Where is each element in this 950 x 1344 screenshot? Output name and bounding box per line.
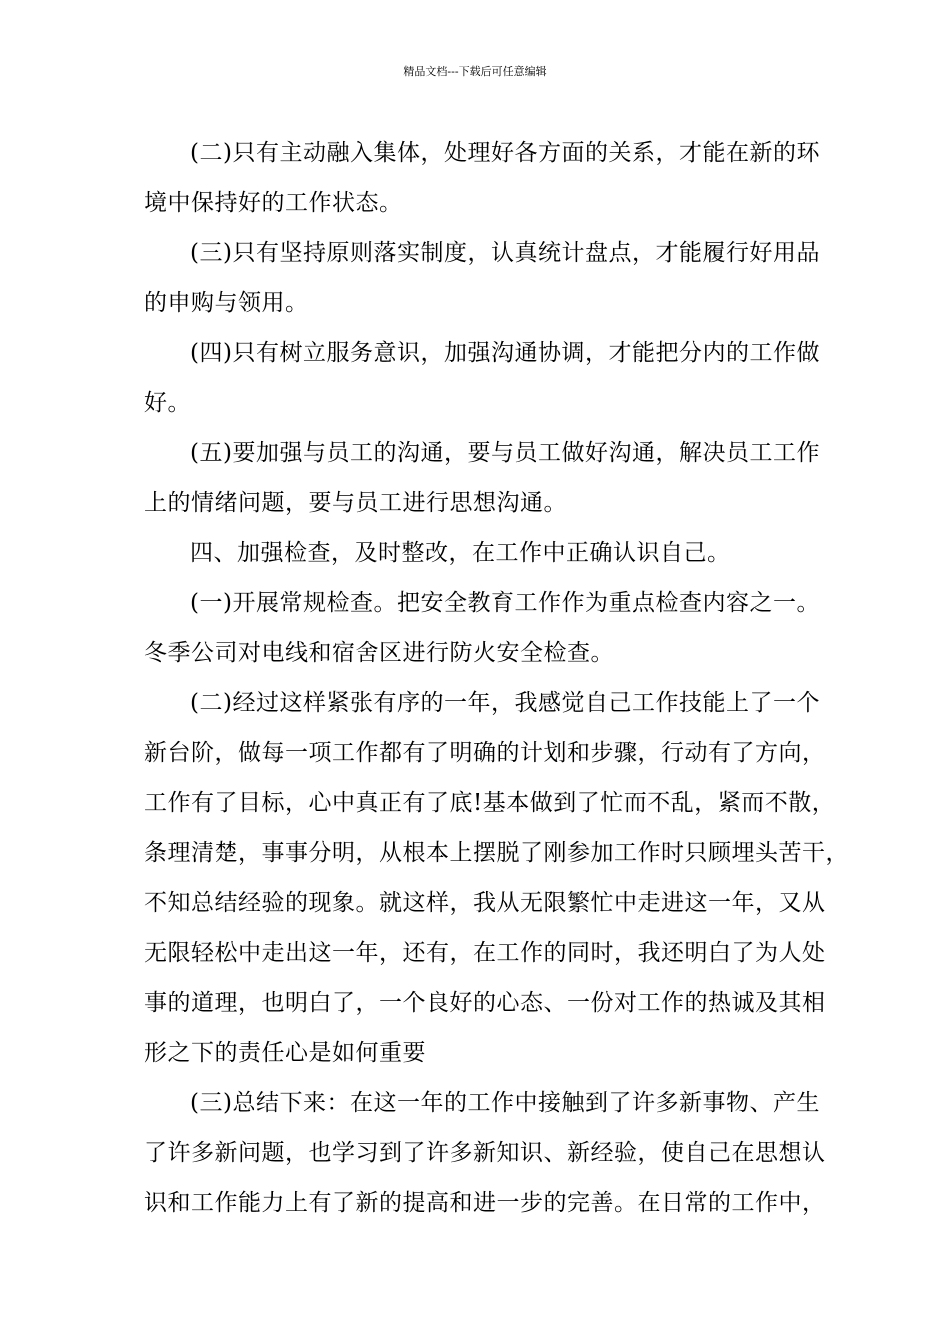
text-line: (一)开展常规检查。把安全教育工作作为重点检查内容之一。 bbox=[190, 590, 820, 616]
text-line: 工作有了目标，心中真正有了底!基本做到了忙而不乱，紧而不散， bbox=[144, 790, 836, 816]
text-line: 无限轻松中走出这一年，还有，在工作的同时，我还明白了为人处 bbox=[144, 940, 826, 966]
text-line: (四)只有树立服务意识，加强沟通协调，才能把分内的工作做 bbox=[190, 340, 820, 366]
text-line: 的申购与领用。 bbox=[144, 290, 309, 316]
text-line: 识和工作能力上有了新的提高和进一步的完善。在日常的工作中， bbox=[144, 1190, 826, 1216]
text-line: 事的道理，也明白了，一个良好的心态、一份对工作的热诚及其相 bbox=[144, 990, 826, 1016]
text-line: (五)要加强与员工的沟通，要与员工做好沟通，解决员工工作 bbox=[190, 440, 820, 466]
text-line: (三)总结下来：在这一年的工作中接触到了许多新事物、产生 bbox=[190, 1090, 820, 1116]
text-line: (二)只有主动融入集体，处理好各方面的关系，才能在新的环 bbox=[190, 140, 820, 166]
text-line: 上的情绪问题，要与员工进行思想沟通。 bbox=[144, 490, 567, 516]
text-line: (三)只有坚持原则落实制度，认真统计盘点，才能履行好用品 bbox=[190, 240, 820, 266]
document-body bbox=[144, 128, 849, 1228]
page-header: 精品文档---下载后可任意编辑 bbox=[403, 65, 547, 78]
section-heading: 四、加强检查，及时整改，在工作中正确认识自己。 bbox=[190, 540, 731, 566]
text-line: 条理清楚，事事分明，从根本上摆脱了刚参加工作时只顾埋头苦干， bbox=[144, 840, 849, 866]
text-line: 形之下的责任心是如何重要 bbox=[144, 1040, 426, 1066]
text-line: (二)经过这样紧张有序的一年，我感觉自己工作技能上了一个 bbox=[190, 690, 820, 716]
text-line: 境中保持好的工作状态。 bbox=[144, 190, 403, 216]
text-line: 冬季公司对电线和宿舍区进行防火安全检查。 bbox=[144, 640, 614, 666]
text-line: 不知总结经验的现象。就这样，我从无限繁忙中走进这一年，又从 bbox=[144, 890, 826, 916]
text-line: 新台阶，做每一项工作都有了明确的计划和步骤，行动有了方向， bbox=[144, 740, 826, 766]
text-line: 了许多新问题，也学习到了许多新知识、新经验，使自己在思想认 bbox=[144, 1140, 826, 1166]
text-line: 好。 bbox=[144, 390, 191, 416]
